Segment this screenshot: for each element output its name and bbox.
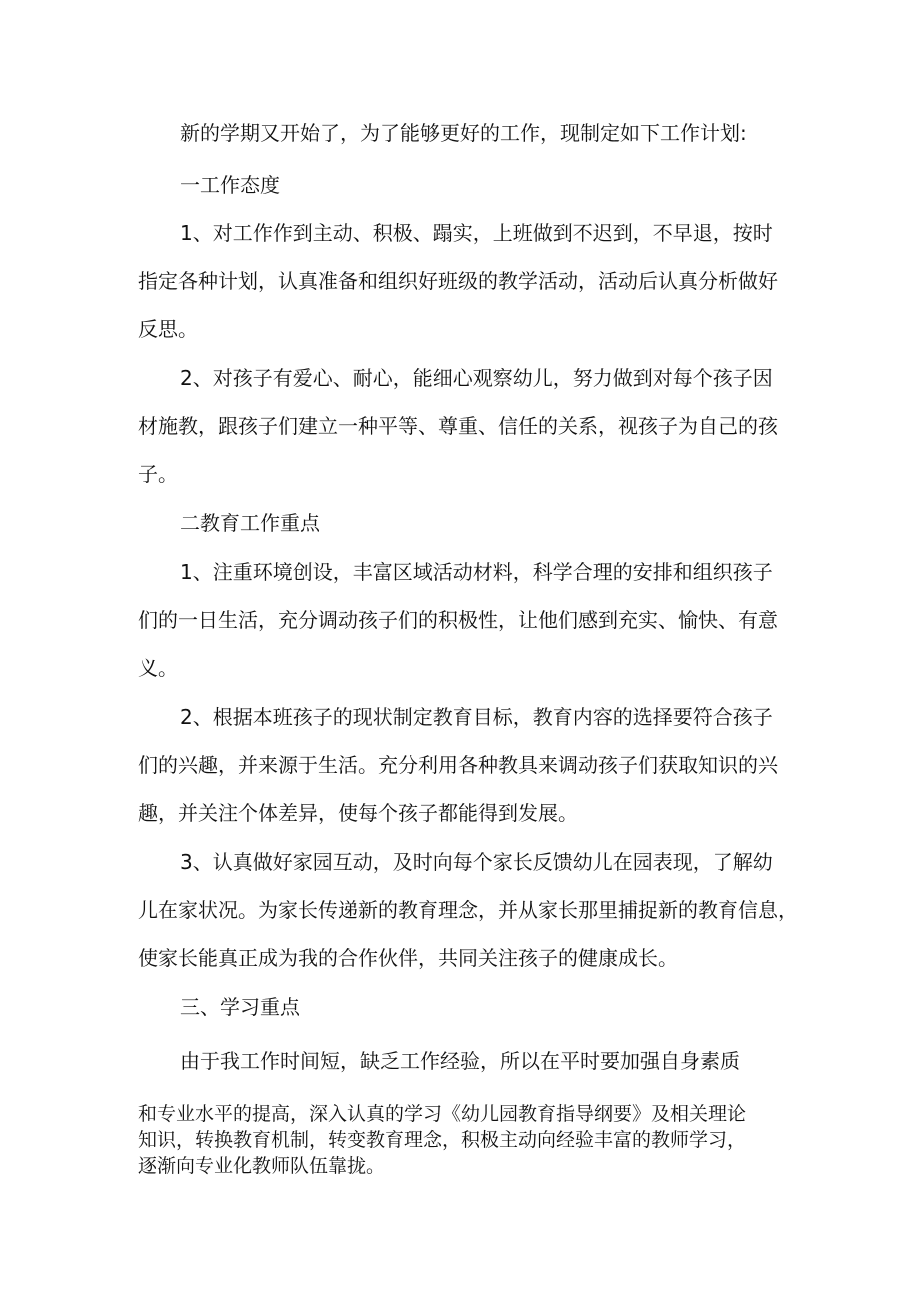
paragraph-line: 由于我工作时间短，缺乏工作经验，所以在平时要加强自身素质 [180, 1049, 740, 1073]
intro-line: 新的学期又开始了，为了能够更好的工作，现制定如下工作计划: [180, 121, 747, 145]
paragraph-line: 1、对工作作到主动、积极、蹋实，上班做到不迟到，不早退，按时 [180, 221, 773, 245]
paragraph-line: 使家长能真正成为我的合作伙伴，共同关注孩子的健康成长。 [138, 946, 678, 970]
paragraph-line: 2、对孩子有爱心、耐心，能细心观察幼儿，努力做到对每个孩子因 [180, 366, 773, 390]
paragraph-line: 们的兴趣，并来源于生活。充分利用各种教具来调动孩子们获取知识的兴 [138, 753, 778, 777]
paragraph-line: 趣，并关注个体差异，使每个孩子都能得到发展。 [138, 801, 578, 825]
paragraph-line: 义。 [138, 656, 178, 680]
paragraph-line: 1、注重环境创设，丰富区域活动材料，科学合理的安排和组织孩子 [180, 560, 773, 584]
paragraph-line: 逐渐向专业化教师队伍靠拢。 [138, 1155, 386, 1177]
section-heading-education-focus: 二教育工作重点 [180, 511, 320, 535]
paragraph-line: 儿在家状况。为家长传递新的教育理念，并从家长那里捕捉新的教育信息， [138, 898, 798, 922]
paragraph-line: 知识，转换教育机制，转变教育理念，积极主动向经验丰富的教师学习， [138, 1129, 747, 1151]
section-heading-work-attitude: 一工作态度 [180, 173, 280, 197]
paragraph-line: 材施教，跟孩子们建立一种平等、尊重、信任的关系，视孩子为自己的孩 [138, 414, 778, 438]
paragraph-line: 2、根据本班孩子的现状制定教育目标，教育内容的选择要符合孩子 [180, 705, 773, 729]
section-heading-study-focus: 三、学习重点 [180, 995, 300, 1019]
paragraph-line: 指定各种计划，认真准备和组织好班级的教学活动，活动后认真分析做好 [138, 269, 778, 293]
paragraph-line: 子。 [138, 462, 178, 486]
paragraph-line: 和专业水平的提高，深入认真的学习《幼儿园教育指导纲要》及相关理论 [138, 1103, 747, 1125]
paragraph-line: 们的一日生活，充分调动孩子们的积极性，让他们感到充实、愉快、有意 [138, 608, 778, 632]
paragraph-line: 3、认真做好家园互动，及时向每个家长反馈幼儿在园表现，了解幼 [180, 850, 773, 874]
paragraph-line: 反思。 [138, 317, 198, 341]
